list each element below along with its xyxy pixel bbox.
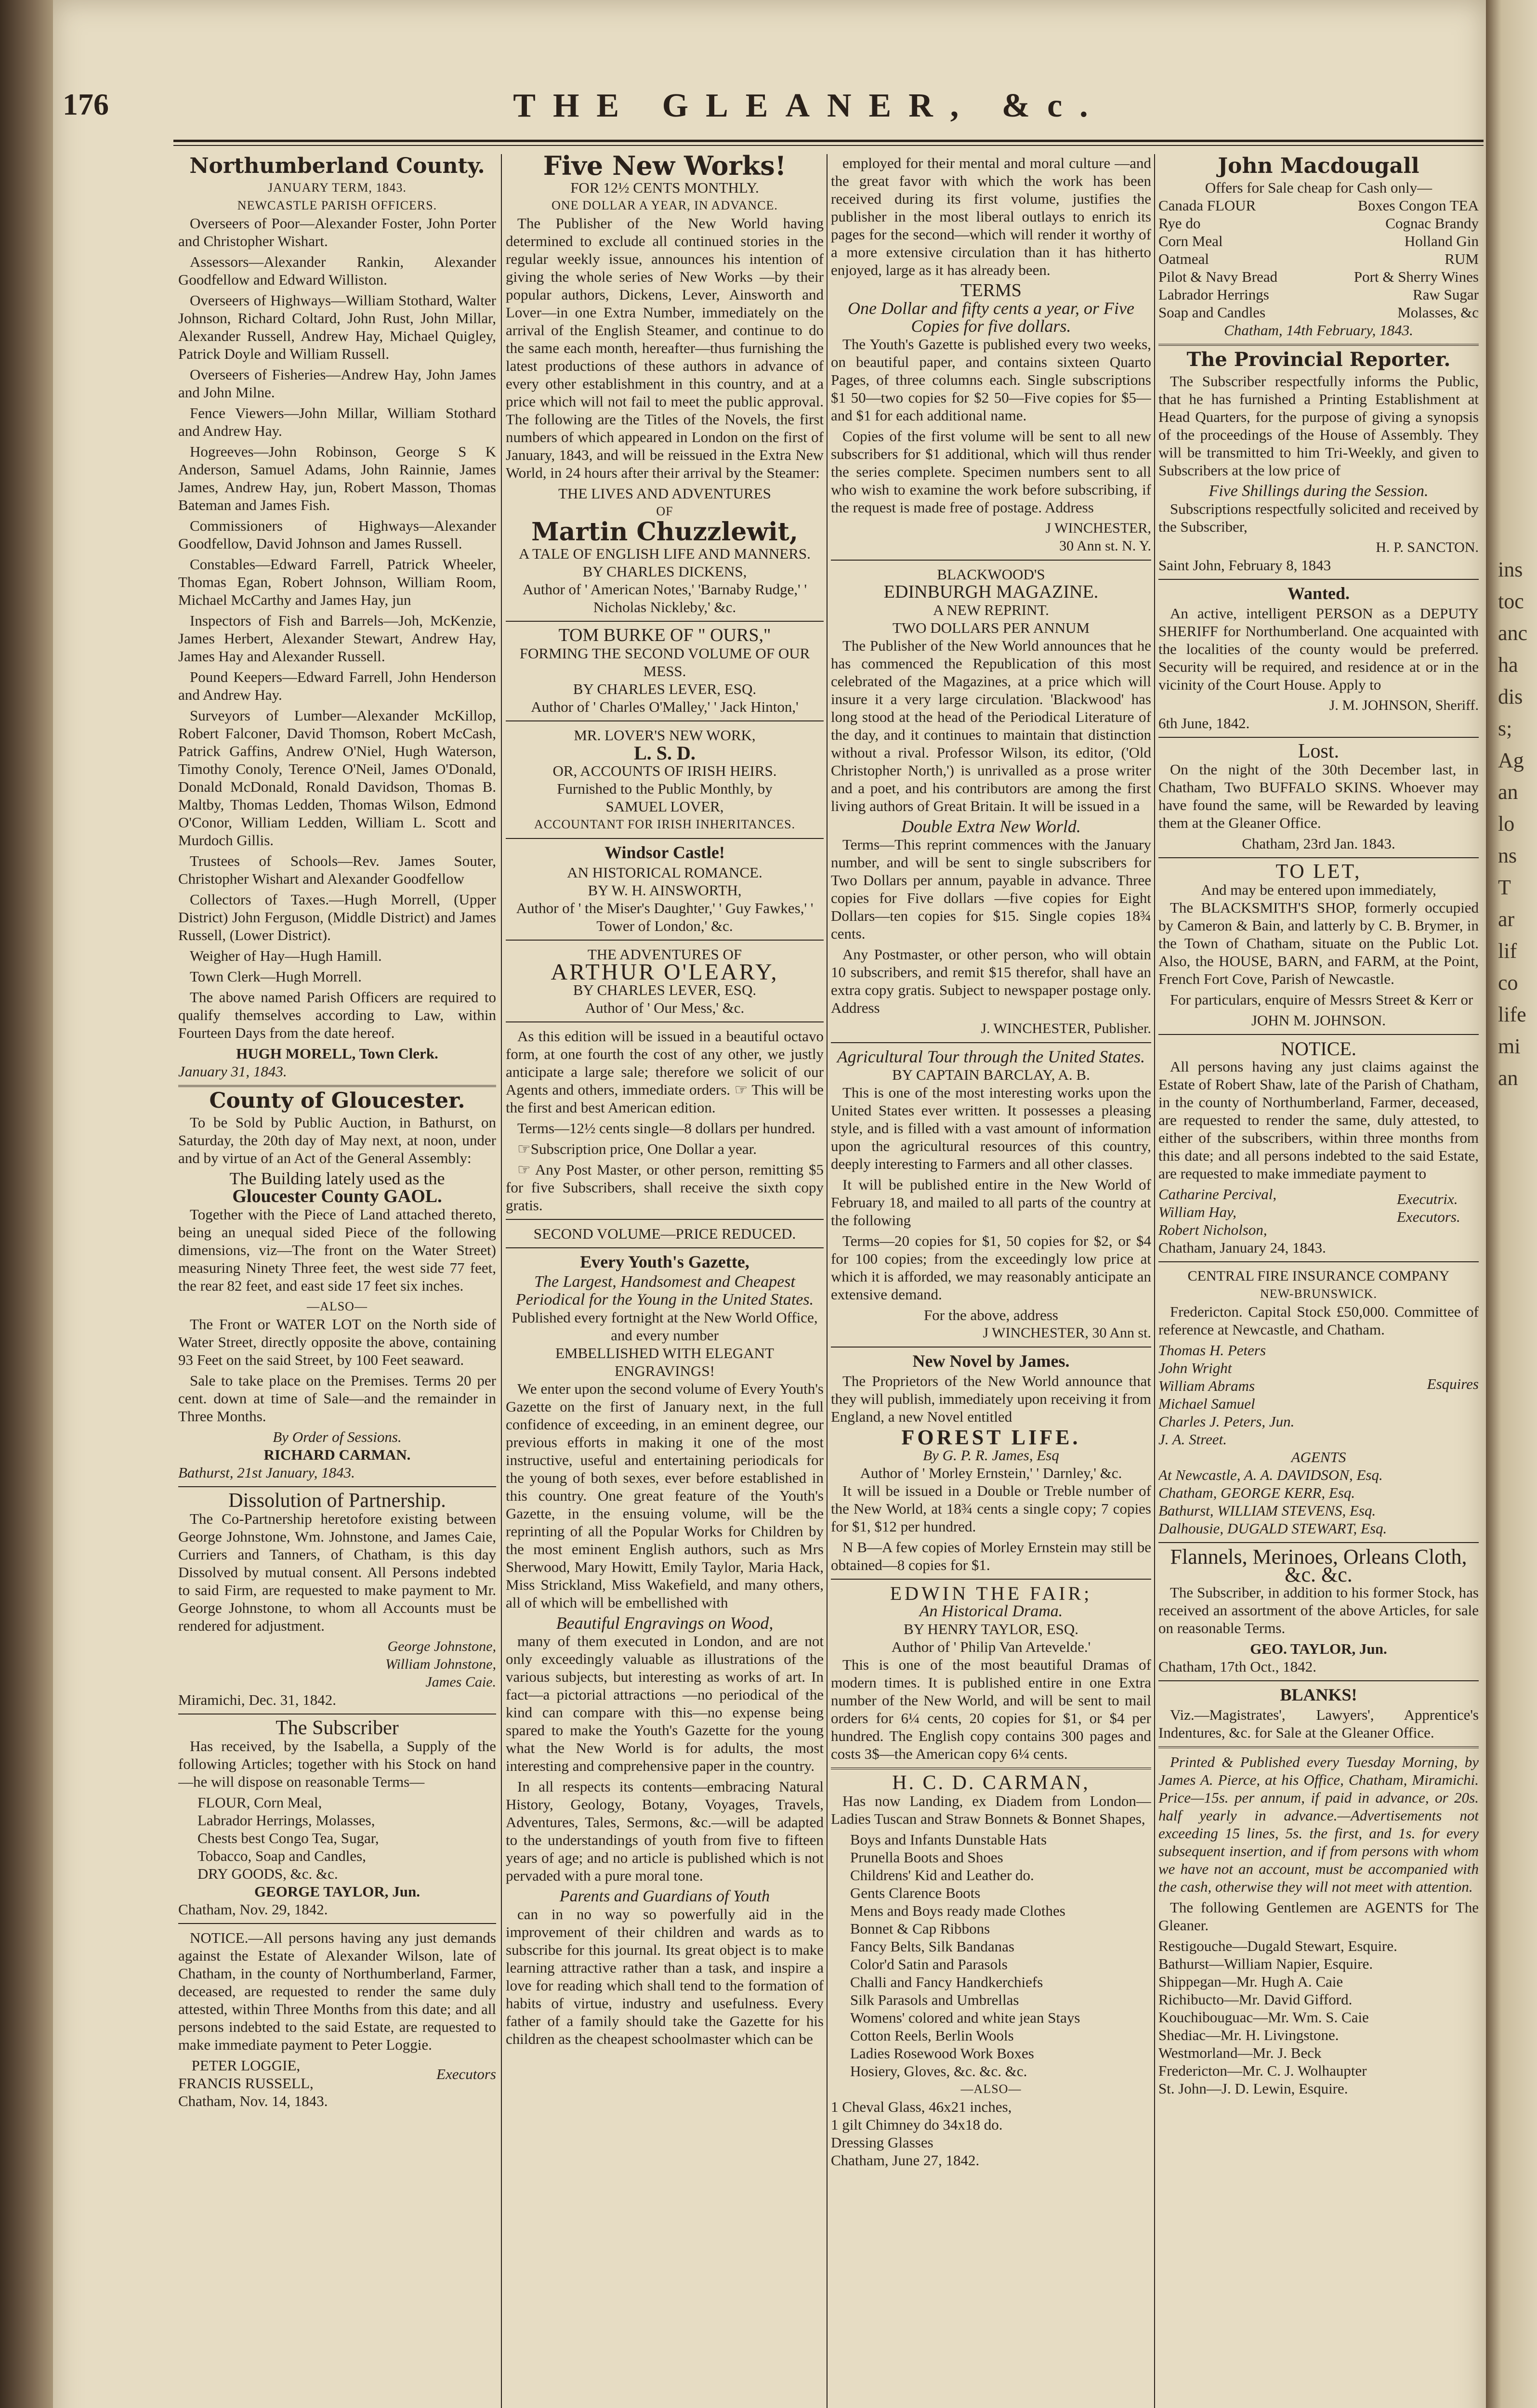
macdougall-item: Molasses, &c	[1397, 304, 1479, 321]
agent-2-line: Bathurst—William Napier, Esquire.	[1158, 1955, 1373, 1972]
page-header	[140, 77, 1479, 135]
burke-sub: FORMING THE SECOND VOLUME OF OUR MESS.	[519, 645, 810, 680]
facing-page-fragment: co	[1498, 971, 1518, 995]
blackwood-sub: A NEW REPRINT.	[933, 602, 1049, 618]
provincial-title: The Provincial Reporter.	[1186, 348, 1451, 371]
subscriber-item: Labrador Herrings, Molasses,	[197, 1812, 375, 1829]
notice-executors: Executors	[436, 2066, 496, 2082]
carman-item: Fancy Belts, Silk Bandanas	[850, 1938, 1014, 1955]
macdougall-item: Boxes Congon TEA	[1358, 197, 1479, 214]
youth-title: Every Youth's Gazette,	[580, 1252, 749, 1271]
fire-text: Fredericton. Capital Stock £50,000. Committee of reference at Newcastle, and Chatham.	[1158, 1303, 1479, 1338]
facing-page-fragment: s;	[1498, 717, 1512, 740]
divider	[1158, 857, 1479, 858]
notice-2-sig-1: Catharine Percival,	[1158, 1186, 1277, 1203]
gloucester-lot: The Front or WATER LOT on the North side of Water Street, directly opposite the above, containing 93 Feet on the said Street, by 100 Feet seaward.	[178, 1316, 496, 1368]
provincial-subs: Subscriptions respectfully solicited and received by the Subscriber,	[1158, 500, 1479, 535]
northumberland-paragraph: Surveyors of Lumber—Alexander McKillop, Robert Falconer, David Thomson, Robert McCash, Patrick Gaffins, Andrew O'Niel, Hugh Waterson, Timothy Conoly, Terence O'Neil, James O'Donald, Donald McDonald, Ronald Davidson, Thomas B. Maltby, Thomas Ledden, Thomas Wilson, Edmond O'Conor, William Ledden, William L. Scott and Murdoch Gillis.	[178, 707, 496, 849]
fire-esquires: Esquires	[1427, 1375, 1479, 1392]
winchester-1-address: 30 Ann st. N. Y.	[1059, 538, 1151, 554]
windsor-sub: AN HISTORICAL ROMANCE.	[567, 864, 762, 881]
northumberland-signature: HUGH MORELL, Town Clerk.	[236, 1045, 438, 1062]
divider	[506, 940, 824, 941]
agent-2-line: Shippegan—Mr. Hugh A. Caie	[1158, 1973, 1343, 1990]
oleary-by: BY CHARLES LEVER, ESQ.	[573, 982, 757, 998]
forest-by: By G. P. R. James, Esq	[923, 1447, 1059, 1464]
winchester-2: J. WINCHESTER, Publisher.	[981, 1021, 1151, 1036]
macdougall-row	[1158, 286, 1479, 303]
facing-page-fragment: anc	[1498, 621, 1528, 645]
carman-item: Bonnet & Cap Ribbons	[850, 1920, 990, 1937]
macdougall-item: Oatmeal	[1158, 250, 1209, 267]
blackwood-double: Double Extra New World.	[901, 817, 1081, 836]
northumberland-paragraph: Fence Viewers—John Millar, William Stothard and Andrew Hay.	[178, 405, 496, 439]
terms-sub: One Dollar and fifty cents a year, or Five Copies for five dollars.	[848, 299, 1134, 336]
northumberland-paragraph: Overseers of Highways—William Stothard, Walter Johnson, Richard Coltard, John Rust, John Millar, Alexander Russell, Andrew Hay, Michael Quigley, Patrick Doyle and William Russell.	[178, 292, 496, 362]
blackwood-pre: BLACKWOOD'S	[937, 566, 1045, 583]
dissolution-sig-2: William Johnstone,	[385, 1656, 496, 1672]
carman-also: —ALSO—	[960, 2082, 1022, 2096]
subscriber-signature: GEORGE TAYLOR, Jun.	[254, 1883, 420, 1900]
agent-2-line: Westmorland—Mr. J. Beck	[1158, 2044, 1322, 2061]
northumberland-paragraph: Commissioners of Highways—Alexander Goodfellow, David Johnson and James Russell.	[178, 517, 496, 552]
facing-page-fragment: mi	[1498, 1034, 1521, 1058]
carman-item: Hosiery, Gloves, &c. &c. &c.	[850, 2063, 1027, 2080]
youth-embellished: EMBELLISHED WITH ELEGANT ENGRAVINGS!	[555, 1345, 774, 1379]
subscriber-item: FLOUR, Corn Meal,	[197, 1794, 322, 1811]
northumberland-paragraph: Pound Keepers—Edward Farrell, John Henderson and Andrew Hay.	[178, 668, 496, 703]
divider	[1158, 579, 1479, 580]
wanted-signature: J. M. JOHNSON, Sheriff.	[1329, 697, 1479, 713]
dissolution-sig-1: George Johnstone,	[387, 1638, 496, 1654]
notice-title: NOTICE.	[1281, 1038, 1356, 1060]
flannels-title: Flannels, Merinoes, Orleans Cloth, &c. &c.	[1170, 1545, 1467, 1586]
divider	[1158, 737, 1479, 738]
facing-page-fragment: lo	[1498, 812, 1515, 836]
notice-text-2: All persons having any just claims against the Estate of Robert Shaw, late of the Parish of Chatham, in the county of Northumberland, Farmer, deceased, are requested to render the same, duly attested, to either of the subscribers, within three months from this date; and all persons indebted to the said Estate, are requested to make immediate payment to	[1158, 1058, 1479, 1182]
agents-2-intro: The following Gentlemen are AGENTS for The Gleaner.	[1158, 1899, 1479, 1934]
agri-by: BY CAPTAIN BARCLAY, A. B.	[892, 1066, 1090, 1083]
dissolution-text: The Co-Partnership heretofore existing between George Johnstone, Wm. Johnstone, and James Caie, Curriers and Tanners, of Chatham, is this day Dissolved by mutual consent. All Persons indebted to said Firm, are requested to make payment to Mr. George Johnstone, to whom all Accounts must be rendered for adjustment.	[178, 1510, 496, 1634]
column-2	[506, 154, 824, 2408]
notice-sig-1: PETER LOGGIE,	[191, 2057, 301, 2074]
facing-page-fragments	[1498, 554, 1537, 1094]
facing-page-fragment: Ag	[1498, 748, 1524, 772]
carman-chimney: 1 gilt Chimney do 34x18 do.	[831, 2116, 1003, 2133]
divider	[178, 1486, 496, 1487]
dissolution-sig-3: James Caie.	[425, 1674, 496, 1690]
edition-terms: Terms—12½ cents single—8 dollars per hundred.	[517, 1120, 815, 1137]
agent-line: Bathurst, WILLIAM STEVENS, Esq.	[1158, 1502, 1376, 1519]
five-works-price: FOR 12½ CENTS MONTHLY.	[570, 179, 759, 196]
carman-item: Prunella Boots and Shoes	[850, 1849, 1003, 1866]
novel-title: New Novel by James.	[912, 1351, 1070, 1371]
carman-item: Childrens' Kid and Leather do.	[850, 1867, 1034, 1884]
edwin-author: Author of ' Philip Van Artevelde.'	[891, 1638, 1091, 1655]
carman-item: Cotton Reels, Berlin Wools	[850, 2027, 1014, 2044]
northumberland-paragraph: Assessors—Alexander Rankin, Alexander Goodfellow and Edward Williston.	[178, 253, 496, 288]
lever-author: Author of ' Charles O'Malley,' ' Jack Hinton,'	[531, 698, 799, 715]
agri-text: This is one of the most interesting works upon the United States ever written. It possesses a pleasing style, and is filled with a vast amount of information upon the agricultural resources of this country, deeply interesting to Farmers and all other classes.	[831, 1084, 1151, 1172]
northumberland-paragraph: The above named Parish Officers are required to qualify themselves according to Law, within Fourteen Days from the date hereof.	[178, 989, 496, 1041]
terms-text-2: Copies of the first volume will be sent to all new subscribers for $1 additional, which will thus render the series complete. Specimen numbers sent to all who wish to examine the work before subscribing, if the request is made free of postage. Address	[831, 428, 1151, 516]
subscriber-text: Has received, by the Isabella, a Supply of the following Articles; together with his Stock on hand—he will dispose on reasonable Terms—	[178, 1738, 496, 1790]
flannels-text: The Subscriber, in addition to his former Stock, has received an assortment of the above Articles, for sale on reasonable Terms.	[1158, 1584, 1479, 1636]
agent-2-line: Restigouche—Dugald Stewart, Esquire.	[1158, 1937, 1397, 1954]
edition-subscription: ☞Subscription price, One Dollar a year.	[517, 1140, 757, 1157]
gloucester-sale: Sale to take place on the Premises. Terms 20 per cent. down at time of Sale—and the remainder in Three Months.	[178, 1372, 496, 1425]
wanted-title: Wanted.	[1287, 584, 1350, 603]
divider	[1158, 1680, 1479, 1681]
fire-name: John Wright	[1158, 1360, 1232, 1376]
fire-name: Charles J. Peters, Jun.	[1158, 1413, 1295, 1430]
flannels-signature: GEO. TAYLOR, Jun.	[1250, 1640, 1387, 1657]
column-1	[178, 154, 496, 2408]
facing-page-fragment: an	[1498, 780, 1518, 804]
carman-item: Gents Clarence Boots	[850, 1885, 981, 1901]
facing-page-fragment: toc	[1498, 589, 1524, 613]
notice-2-executors: Executrix. Executors.	[1397, 1191, 1460, 1225]
divider	[831, 560, 1151, 561]
agent-2-line: Richibucto—Mr. David Gifford.	[1158, 1991, 1353, 2008]
provincial-date: Saint John, February 8, 1843	[1158, 557, 1331, 574]
macdougall-item: Cognac Brandy	[1385, 215, 1479, 232]
macdougall-items	[1158, 196, 1479, 321]
facing-page-edge	[1486, 0, 1537, 2408]
carman-item: Womens' colored and white jean Stays	[850, 2009, 1080, 2026]
macdougall-item: RUM	[1445, 250, 1479, 267]
forest-text: It will be issued in a Double or Treble number of the New World, at 18¾ cents a single copy; 7 copies for $1, $12 per hundred.	[831, 1482, 1151, 1535]
northumberland-paragraph: Weigher of Hay—Hugh Hamill.	[190, 947, 382, 964]
wanted-text: An active, intelligent PERSON as a DEPUTY SHERIFF for Northumberland. One acquainted with the localities of the county would be preferred. Security will be required, and residence at or in the vicinity of the Court House. Apply to	[1158, 605, 1479, 693]
fire-sub: NEW-BRUNSWICK.	[1260, 1287, 1377, 1301]
chuzzlewit-title: Martin Chuzzlewit,	[531, 517, 798, 547]
agent-2-line: Fredericton—Mr. C. J. Wolhaupter	[1158, 2062, 1367, 2079]
lost-date: Chatham, 23rd Jan. 1843.	[1242, 835, 1395, 852]
to-let-title: TO LET,	[1275, 861, 1362, 883]
to-let-sub: And may be entered upon immediately,	[1201, 881, 1436, 898]
notice-2-sig-3: Robert Nicholson,	[1158, 1221, 1267, 1238]
to-let-particulars: For particulars, enquire of Messrs Street & Kerr or	[1170, 991, 1473, 1008]
column-rule	[1154, 154, 1155, 2408]
lover-work: MR. LOVER'S NEW WORK,	[574, 727, 756, 744]
subscriber-items	[178, 1793, 496, 1883]
five-works-price-sub: ONE DOLLAR A YEAR, IN ADVANCE.	[552, 198, 778, 212]
northumberland-paragraph: Hogreeves—John Robinson, George S K Anderson, Samuel Adams, John Rainnie, James James, Andrew Hay, jun, Robert Masson, Thomas Bateman and James Fish.	[178, 443, 496, 513]
agent-2-line: Shediac—Mr. H. Livingstone.	[1158, 2027, 1339, 2043]
macdougall-item: Canada FLOUR	[1158, 197, 1256, 214]
northumberland-paragraph: Inspectors of Fish and Barrels—Joh, McKenzie, James Herbert, Alexander Stewart, Andrew Hay, James Hay and Alexander Russell.	[178, 612, 496, 665]
divider	[506, 621, 824, 622]
carman-item: Boys and Infants Dunstable Hats	[850, 1831, 1047, 1848]
macdougall-item: Pilot & Navy Bread	[1158, 268, 1278, 285]
agri-text-2: It will be published entire in the New World of February 18, and mailed to all parts of the country at the following	[831, 1176, 1151, 1229]
provincial-five: Five Shillings during the Session.	[1209, 482, 1429, 500]
terms-title: TERMS	[960, 280, 1022, 301]
edwin-text: This is one of the most beautiful Dramas of modern times. It is published entire in one Extra number of the New World, and will be sent to mail orders for 6¼ cents, 20 copies for $1, or $4 per hundred. The English copy contains 300 pages and costs 3$—the American copy 6¼ cents.	[831, 1656, 1151, 1762]
lost-title: Lost.	[1298, 740, 1340, 762]
northumberland-paragraph: Collectors of Taxes.—Hugh Morrell, (Upper District) John Ferguson, (Middle District) and James Russell, (Lower District).	[178, 891, 496, 943]
macdougall-item: Corn Meal	[1158, 233, 1223, 249]
carman-intro: Has now Landing, ex Diadem from London—Ladies Tuscan and Straw Bonnets & Bonnet Shapes,	[831, 1793, 1151, 1827]
divider	[506, 720, 824, 721]
northumberland-date: January 31, 1843.	[178, 1063, 287, 1080]
notice-date: Chatham, Nov. 14, 1843.	[178, 2093, 328, 2109]
carman-item: Ladies Rosewood Work Boxes	[850, 2045, 1034, 2062]
column-3	[831, 154, 1151, 2408]
macdougall-title: John Macdougall	[1218, 154, 1419, 178]
gloucester-date: Bathurst, 21st January, 1843.	[178, 1464, 355, 1481]
youth-sub: The Largest, Handsomest and Cheapest Periodical for the Young in the United States.	[515, 1273, 814, 1309]
dissolution-date: Miramichi, Dec. 31, 1842.	[178, 1691, 337, 1708]
macdougall-item: Soap and Candles	[1158, 304, 1266, 321]
wanted-date: 6th June, 1842.	[1158, 715, 1250, 732]
agent-line: At Newcastle, A. A. DAVIDSON, Esq.	[1158, 1466, 1383, 1483]
notice-text: NOTICE.—All persons having any just demands against the Estate of Alexander Wilson, late of Chatham, in the county of Northumberland, Farmer, deceased, are requested to render the same duly attested, within Three Months from this date; and all persons indebted to the said Estate, are requested to make immediate payment to Peter Loggie.	[178, 1929, 496, 2053]
agent-line: Chatham, GEORGE KERR, Esq.	[1158, 1484, 1355, 1501]
carman-item: Silk Parasols and Umbrellas	[850, 1991, 1019, 2008]
youth-text-2: many of them executed in London, and are not only exceedingly valuable as illustrations of the various subjects, but interesting as works of art. In fact—a pictorial attractions —no periodical of the kind can compare with this—no expense being spared to make the Youth's Gazette for the young what the New World is for adults, the most interesting and comprehensive paper in the country.	[506, 1633, 824, 1774]
fire-name: Michael Samuel	[1158, 1395, 1255, 1412]
forest-author: Author of ' Morley Ernstein,' ' Darnley,' &c.	[860, 1465, 1122, 1481]
lsd-title: L. S. D.	[634, 742, 696, 764]
lost-text: On the night of the 30th December last, in Chatham, Two BUFFALO SKINS. Whoever may have found the same, will be Rewarded by leaving them at the Gleaner Office.	[1158, 761, 1479, 831]
macdougall-row	[1158, 250, 1479, 268]
macdougall-row	[1158, 214, 1479, 232]
blanks-text: Viz.—Magistrates', Lawyers', Apprentice's Indentures, &c. for Sale at the Gleaner Office.	[1158, 1706, 1479, 1741]
divider	[1158, 1746, 1479, 1748]
divider	[1158, 1542, 1479, 1543]
macdougall-date: Chatham, 14th February, 1843.	[1224, 322, 1413, 339]
facing-page-fragment: lif	[1498, 939, 1517, 963]
facing-page-fragment: T	[1498, 876, 1511, 899]
flannels-date: Chatham, 17th Oct., 1842.	[1158, 1658, 1317, 1675]
macdougall-item: Port & Sherry Wines	[1353, 268, 1479, 285]
agri-terms: Terms—20 copies for $1, 50 copies for $2, or $4 for 100 copies; from the exceedingly low price at which it is afforded, we may reasonably anticipate an extensive demand.	[831, 1232, 1151, 1303]
macdougall-offers: Offers for Sale cheap for Cash only—	[1205, 179, 1432, 196]
edition-text: As this edition will be issued in a beautiful octavo form, at one fourth the cost of any other, we justly anticipate a large sale; therefore we solicit of our Agents and others, immediate orders. ☞ This will be the first and best American edition.	[506, 1028, 824, 1116]
carman-title: H. C. D. CARMAN,	[892, 1772, 1090, 1794]
blackwood-title: EDINBURGH MAGAZINE.	[883, 582, 1099, 602]
carman-item: Color'd Satin and Parasols	[850, 1956, 1008, 1973]
ainsworth-author: Author of ' the Miser's Daughter,' ' Guy Fawkes,' ' Tower of London,' &c.	[516, 900, 814, 934]
macdougall-item: Raw Sugar	[1413, 286, 1479, 303]
macdougall-row	[1158, 268, 1479, 286]
agent-2-line: Kouchibouguac—Mr. Wm. S. Caie	[1158, 2009, 1369, 2026]
agents-title: AGENTS	[1291, 1449, 1346, 1466]
divider	[1158, 344, 1479, 346]
column-rule	[501, 154, 502, 2408]
ainsworth-by: BY W. H. AINSWORTH,	[588, 882, 742, 899]
facing-page-fragment: dis	[1498, 685, 1523, 708]
fire-name: Thomas H. Peters	[1158, 1342, 1266, 1359]
divider	[178, 1923, 496, 1924]
notice-sig-2: FRANCIS RUSSELL,	[178, 2075, 314, 2092]
burke-title: TOM BURKE OF " OURS,"	[558, 625, 771, 645]
northumberland-paragraphs	[178, 214, 496, 1042]
blackwood-terms: Terms—This reprint commences with the January number, and will be sent to single subscribers for Two Dollars per annum, payable in advance. Three copies for Five dollars —five copies for Eight Dollars—ten copies for $15. Single copies 18¾ cents.	[831, 836, 1151, 942]
divider	[506, 1219, 824, 1220]
agents-2-list	[1158, 1937, 1479, 2097]
column-rule	[827, 154, 828, 2408]
subscriber-item: Tobacco, Soap and Candles,	[197, 1847, 366, 1864]
facing-page-fragment: ha	[1498, 653, 1518, 677]
carman-items	[831, 1831, 1151, 2080]
blackwood-price: TWO DOLLARS PER ANNUM	[892, 619, 1090, 636]
carman-dressing: Dressing Glasses	[831, 2134, 933, 2151]
windsor-title: Windsor Castle!	[604, 843, 725, 862]
novel-text: The Proprietors of the New World announce that they will publish, immediately upon receiving it from England, a new Novel entitled	[831, 1373, 1151, 1425]
parents-text: can in no way so powerfully aid in the improvement of their children and wards as to subscribe for this journal. Its great object is to make learning attractive rather than a task, and inspire a love for reading which shall tend to the formation of habits of virtue, industry and usefulness. Every father of a family should take the Gazette for his children as the cheapest schoolmaster which can be	[506, 1906, 824, 2047]
notice-2-date: Chatham, January 24, 1843.	[1158, 1239, 1326, 1256]
dickens-author: Author of ' American Notes,' 'Barnaby Rudge,' ' Nicholas Nickleby,' &c.	[522, 581, 807, 615]
facing-page-fragment: an	[1498, 1066, 1518, 1090]
fire-names	[1158, 1341, 1294, 1448]
to-let-signature: JOHN M. JOHNSON.	[1251, 1012, 1386, 1029]
divider	[1158, 1261, 1479, 1262]
fire-name: William Abrams	[1158, 1377, 1255, 1394]
lsd-sub: OR, ACCOUNTS OF IRISH HEIRS.	[552, 762, 777, 779]
five-works-intro: The Publisher of the New World having determined to exclude all continued stories in the regular weekly issue, announces his intention of giving the whole series of New Works —by their popular authors, Dickens, Lever, Ainsworth and Lover—in one Extra Number, immediately on the arrival of the English Steamer, and continue to do the same each month, hereafter—thus furnishing the latest productions of these authors in advance of every other establishment in this country, and at a price which will not fail to meet the public approval. The following are the Titles of the Novels, the first numbers of which appeared in London on the first of January, 1843, and will be reissued in the Extra New World, in 24 hours after their arrival by the Steamer:	[506, 215, 824, 481]
oleary-title: ARTHUR O'LEARY,	[551, 959, 779, 985]
gloucester-also: —ALSO—	[307, 1299, 368, 1313]
gloucester-intro: To be Sold by Public Auction, in Bathurst, on Saturday, the 20th day of May next, at noon, under and by virtue of an Act of the General Assembly:	[178, 1114, 496, 1166]
macdougall-item: Holland Gin	[1404, 233, 1479, 249]
header-rule	[173, 140, 1484, 146]
facing-page-fragment: ins	[1498, 558, 1523, 581]
facing-page-fragment: ns	[1498, 844, 1517, 867]
gloucester-order: By Order of Sessions.	[273, 1428, 402, 1445]
divider	[506, 838, 824, 839]
subscriber-item: Chests best Congo Tea, Sugar,	[197, 1830, 379, 1846]
gloucester-building: The Building lately used as the	[229, 1169, 445, 1188]
lover-name: SAMUEL LOVER,	[605, 798, 724, 815]
forest-title: FOREST LIFE.	[901, 1426, 1081, 1449]
carman-glass: 1 Cheval Glass, 46x21 inches,	[831, 2098, 1012, 2115]
northumberland-paragraph: Overseers of Fisheries—Andrew Hay, John James and John Milne.	[178, 366, 496, 401]
lsd-publisher: Furnished to the Public Monthly, by	[557, 780, 773, 797]
second-volume: SECOND VOLUME—PRICE REDUCED.	[533, 1225, 796, 1242]
subscriber-item: DRY GOODS, &c. &c.	[197, 1865, 338, 1882]
macdougall-row	[1158, 232, 1479, 250]
northumberland-paragraph: Constables—Edward Farrell, Patrick Wheeler, Thomas Egan, Robert Johnson, William Room, Michael McCarthy and James Hay, jun	[178, 556, 496, 608]
edwin-sub: An Historical Drama.	[919, 1602, 1063, 1620]
northumberland-intro: JANUARY TERM, 1843. NEWCASTLE PARISH OFFICERS.	[237, 181, 437, 212]
lever-by: BY CHARLES LEVER, ESQ.	[573, 681, 757, 697]
gloucester-gaol: Gloucester County GAOL.	[232, 1186, 442, 1206]
divider	[506, 1021, 824, 1022]
oleary-author: Author of ' Our Mess,' &c.	[585, 999, 745, 1016]
carman-item: Challi and Fancy Handkerchiefs	[850, 1974, 1043, 1990]
youth-continued: employed for their mental and moral culture —and the great favor with which the work has been received during its first volume, justifies the publisher in the most liberal outlays to enrich its pages for the second—which will render it worthy of a more extensive circulation than it has hitherto enjoyed, large as it has already been.	[831, 155, 1151, 278]
book-spine	[0, 0, 53, 2408]
dickens-by: BY CHARLES DICKENS,	[582, 563, 747, 580]
divider	[831, 1767, 1151, 1769]
chuzzlewit-sub: A TALE OF ENGLISH LIFE AND MANNERS.	[519, 545, 811, 562]
divider	[831, 1579, 1151, 1580]
divider	[831, 1042, 1151, 1043]
notice-2-sig-2: William Hay,	[1158, 1204, 1236, 1220]
divider	[178, 1085, 496, 1087]
lover-role: ACCOUNTANT FOR IRISH INHERITANCES.	[534, 817, 796, 831]
agent-2-line: St. John—J. D. Lewin, Esquire.	[1158, 2080, 1348, 2097]
fire-name: J. A. Street.	[1158, 1431, 1227, 1448]
running-head: THE GLEANER, &c.	[513, 87, 1105, 124]
macdougall-item: Rye do	[1158, 215, 1201, 232]
facing-page-fragment: life	[1498, 1003, 1526, 1026]
edwin-title: EDWIN THE FAIR;	[890, 1583, 1092, 1604]
provincial-signature: H. P. SANCTON.	[1376, 539, 1479, 555]
column-4	[1158, 154, 1479, 2408]
fire-title: CENTRAL FIRE INSURANCE COMPANY	[1187, 1268, 1450, 1284]
agri-title: Agricultural Tour through the United States.	[837, 1047, 1145, 1066]
of-word: OF	[656, 504, 673, 518]
youth-text-3: In all respects its contents—embracing Natural History, Geology, Botany, Voyages, Travels, Adventures, Tales, Sermons, &c.—will be adapted to the understandings of youth from five to fifteen years of age; and no article is published which is not pervaded with a pure moral tone.	[506, 1778, 824, 1884]
northumberland-paragraph: Trustees of Schools—Rev. James Souter, Christopher Wishart and Alexander Goodfellow	[178, 852, 496, 887]
carman-date: Chatham, June 27, 1842.	[831, 2152, 980, 2169]
macdougall-row	[1158, 303, 1479, 321]
forest-nb: N B—A few copies of Morley Ernstein may still be obtained—8 copies for $1.	[831, 1539, 1151, 1573]
youth-text: We enter upon the second volume of Every Youth's Gazette on the first of January next, in the full confidence of exceeding, in an eminent degree, our previous efforts in making it one of the most instructive, useful and entertaining periodicals for the young of both sexes, ever before established in this country. One great feature of the Youth's Gazette, in the ensuing volume, will be the reprinting of all the Popular Works for Children by the most eminent English authors, such as Mrs Sherwood, Mary Howitt, Emily Taylor, Maria Hack, Miss Strickland, Miss Wakefield, and many others, all of which will be embellished with	[506, 1380, 824, 1611]
dissolution-title: Dissolution of Partnership.	[228, 1490, 446, 1512]
terms-text: The Youth's Gazette is published every two weeks, on beautiful paper, and contains sixteen Quarto Pages, of three columns each. Single subscriptions $1 50—two copies for $2 50—Five copies for $5—and $1 for each additional name.	[831, 336, 1151, 424]
printed-by: Printed & Published every Tuesday Morning, by James A. Pierce, at his Office, Chatham, Miramichi. Price—15s. per annum, if paid in advance, or 20s. half yearly in advance.—Advertisements not exceeding 15 lines, 5s. the first, and 1s. for every subsequent insertion, and if from persons with whom we have not an account, must be accompanied with the cash, otherwise they will not meet with attention.	[1158, 1754, 1479, 1895]
agents-list	[1158, 1466, 1479, 1537]
page-number: 176	[63, 87, 109, 121]
divider	[1158, 1034, 1479, 1035]
facing-page-fragment: ar	[1498, 907, 1515, 931]
macdougall-item: Labrador Herrings	[1158, 286, 1269, 303]
blackwood-text: The Publisher of the New World announces that he has commenced the Republication of this most celebrated of the Magazines, at a price which will insure it a very large circulation. 'Blackwood' has long stood at the head of the Periodical Literature of the day, and it continues to maintain that distinction without a rival. Professor Wilson, its editor, ('Old Christopher North,') is unrivalled as a prose writer and a poet, and his contributors are among the first living authors of Great Britain. It will be issued in a	[831, 637, 1151, 814]
gloucester-land: Together with the Piece of Land attached thereto, being an unequal sided Piece of the following dimensions, viz—The front on the Water Street) measuring Ninety Three feet, the west side 77 feet, the rear 82 feet, and east side 17 feet six inches.	[178, 1206, 496, 1294]
northumberland-paragraph: Town Clerk—Hugh Morrell.	[190, 968, 362, 985]
gloucester-title: County of Gloucester.	[209, 1088, 465, 1113]
divider	[506, 1247, 824, 1248]
blackwood-postmaster: Any Postmaster, or other person, who will obtain 10 subscribers, and remit $15 therefor, shall have an extra copy gratis. Subject to newspaper postage only. Address	[831, 946, 1151, 1016]
agri-for: For the above, address	[924, 1307, 1058, 1323]
winchester-1: J WINCHESTER,	[1045, 520, 1151, 536]
five-works-title: Five New Works!	[543, 154, 787, 181]
northumberland-paragraph: Overseers of Poor—Alexander Foster, John Porter and Christopher Wishart.	[178, 215, 496, 249]
parents-heading: Parents and Guardians of Youth	[559, 1887, 770, 1905]
youth-engravings: Beautiful Engravings on Wood,	[556, 1613, 774, 1633]
subscriber-date: Chatham, Nov. 29, 1842.	[178, 1901, 328, 1918]
agent-line: Dalhousie, DUGALD STEWART, Esq.	[1158, 1520, 1387, 1537]
subscriber-title: The Subscriber	[276, 1717, 399, 1739]
youth-pub: Published every fortnight at the New World Office, and every number	[512, 1309, 818, 1344]
gloucester-signature: RICHARD CARMAN.	[263, 1446, 411, 1463]
blanks-title: BLANKS!	[1280, 1685, 1357, 1704]
edwin-by: BY HENRY TAYLOR, ESQ.	[904, 1621, 1078, 1637]
lives-heading: THE LIVES AND ADVENTURES	[558, 485, 771, 502]
divider	[831, 1347, 1151, 1348]
macdougall-row	[1158, 196, 1479, 214]
northumberland-title: Northumberland County.	[189, 154, 485, 178]
edition-postmaster: ☞ Any Post Master, or other person, remitting $5 for five Subscribers, shall receive the sixth copy gratis.	[506, 1161, 824, 1214]
winchester-3: J WINCHESTER, 30 Ann st.	[983, 1325, 1151, 1341]
carman-item: Mens and Boys ready made Clothes	[850, 1902, 1065, 1919]
oleary-pre: THE ADVENTURES OF	[587, 946, 742, 963]
to-let-text: The BLACKSMITH'S SHOP, formerly occupied by Cameron & Bain, and latterly by C. B. Brymer, in the Town of Chatham, situate on the Public Lot. Also, the HOUSE, BARN, and FARM, at the Point, French Fort Cove, Parish of Newcastle.	[1158, 899, 1479, 987]
provincial-text: The Subscriber respectfully informs the Public, that he has furnished a Printing Establishment at Head Quarters, for the purpose of giving a synopsis of the proceedings of the House of Assembly. They will be transmitted to him Tri-Weekly, and given to Subscribers at the low price of	[1158, 373, 1479, 479]
